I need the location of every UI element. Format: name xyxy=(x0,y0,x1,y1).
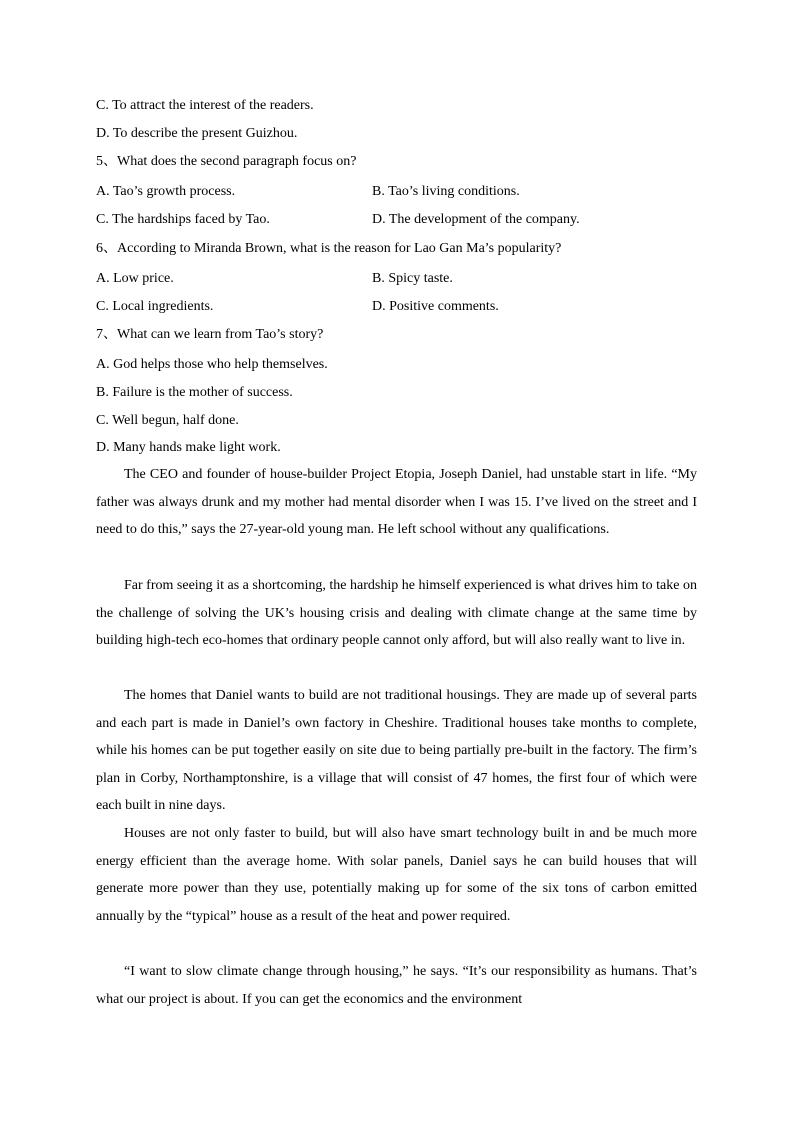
q5-option-d: D. The development of the company. xyxy=(372,212,580,227)
q5-option-a: A. Tao’s growth process. xyxy=(96,184,236,199)
q7-option-d: D. Many hands make light work. xyxy=(96,440,281,455)
q4-option-c: C. To attract the interest of the readers. xyxy=(96,98,314,113)
q7-option-a: A. God helps those who help themselves. xyxy=(96,357,328,372)
q7-stem: 7、What can we learn from Tao’s story? xyxy=(96,327,324,342)
passage-paragraph-4: Houses are not only faster to build, but will also have smart technology built in and be much more energy efficient than the average home. With solar panels, Daniel says he can build houses that will generate more power than they use, potentially making up for some of the six tons of carbon emitted annually by the “typical” house as a result of the heat and power required. xyxy=(96,826,697,924)
q7-option-b: B. Failure is the mother of success. xyxy=(96,385,293,400)
passage-paragraph-3: The homes that Daniel wants to build are not traditional housings. They are made up of several parts and each part is made in Daniel’s own factory in Cheshire. Traditional houses take months to complete, while his homes can be put together easily on site due to being partially pre-built in the factory. The firm’s plan in Corby, Northamptonshire, is a village that will consist of 47 homes, the first four of which were each built in nine days. xyxy=(96,688,697,814)
q4-option-d: D. To describe the present Guizhou. xyxy=(96,126,298,141)
passage-paragraph-1: The CEO and founder of house-builder Project Etopia, Joseph Daniel, had unstable start in life. “My father was always drunk and my mother had mental disorder when I was 15. I’ve lived on the street and I need to do this,” says the 27-year-old young man. He left school without any qualifications. xyxy=(96,467,697,538)
q6-stem: 6、According to Miranda Brown, what is the reason for Lao Gan Ma’s popularity? xyxy=(96,241,562,256)
q5-stem: 5、What does the second paragraph focus on? xyxy=(96,154,357,169)
q6-option-d: D. Positive comments. xyxy=(372,299,499,314)
passage-paragraph-2: Far from seeing it as a shortcoming, the hardship he himself experienced is what drives him to take on the challenge of solving the UK’s housing crisis and dealing with climate change at the same time by building high-tech eco-homes that ordinary people cannot only afford, but will also really want to live in. xyxy=(96,578,697,649)
q5-option-c: C. The hardships faced by Tao. xyxy=(96,212,270,227)
passage-paragraph-5: “I want to slow climate change through housing,” he says. “It’s our responsibility as humans. That’s what our project is about. If you can get the economics and the environment xyxy=(96,964,697,1007)
q6-option-b: B. Spicy taste. xyxy=(372,271,453,286)
q6-option-c: C. Local ingredients. xyxy=(96,299,214,314)
q7-option-c: C. Well begun, half done. xyxy=(96,413,239,428)
q5-option-b: B. Tao’s living conditions. xyxy=(372,184,520,199)
q6-option-a: A. Low price. xyxy=(96,271,174,286)
